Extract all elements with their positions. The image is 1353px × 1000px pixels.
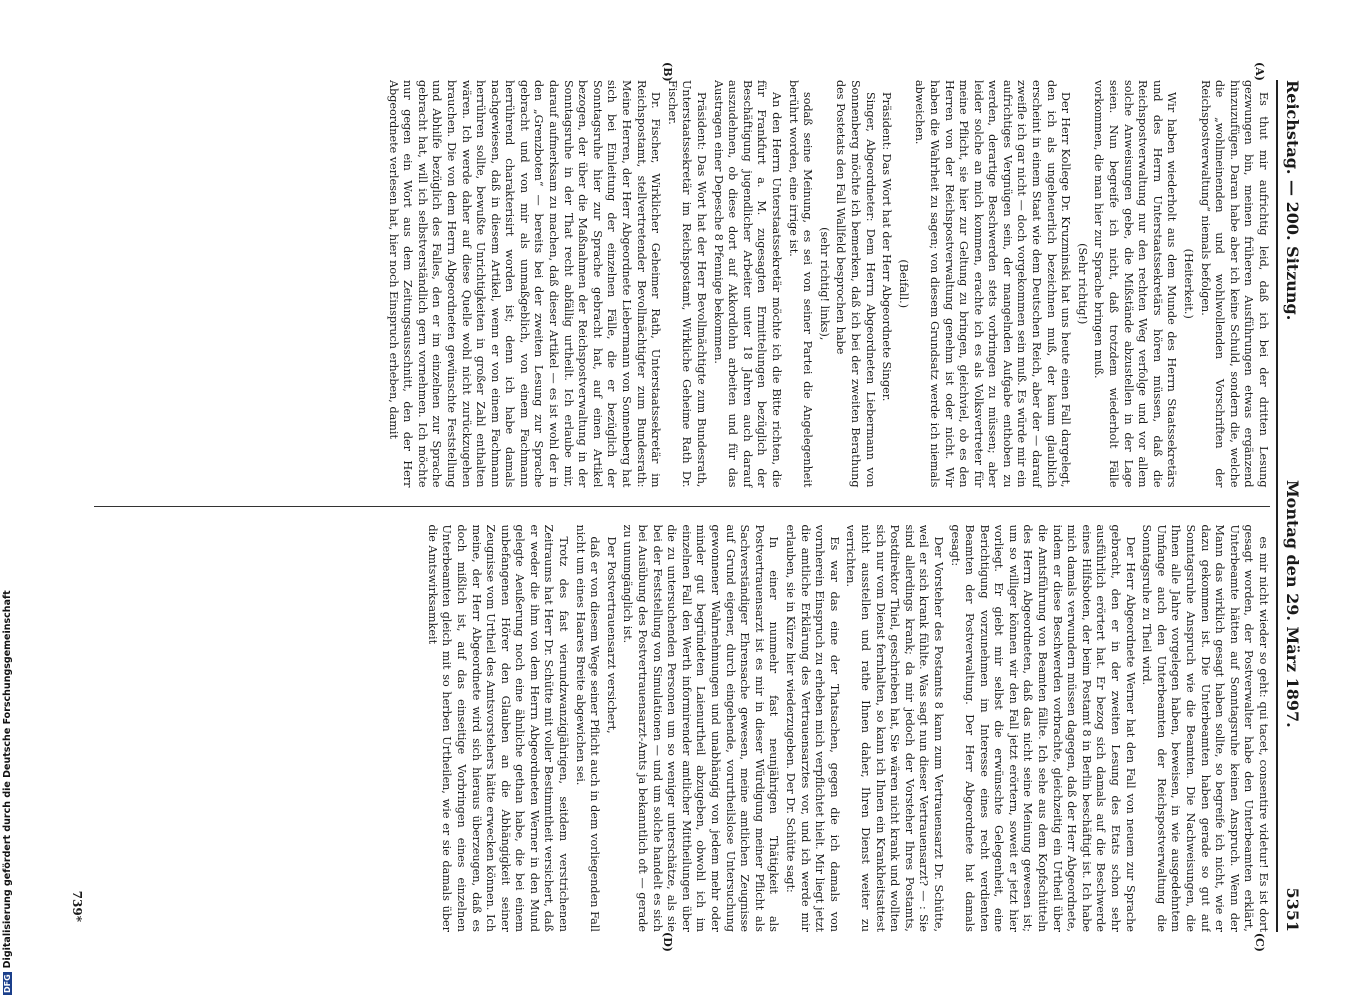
paragraph: Präsident: Das Wort hat der Herr Bevollmächtigte zum Bundesrath, Unterstaatssekretär im Reichspostamt, Wirkliche Geheime Rath Dr. Fischer. (665, 80, 709, 488)
digitization-sidebar (0, 0, 22, 1000)
column-divider (94, 506, 1270, 507)
margin-mark-d: (D) (661, 932, 674, 952)
funding-text: Digitalisierung gefördert durch die Deutsche Forschungsgemeinschaft (2, 590, 13, 969)
paragraph: (Beifall.) (896, 259, 910, 309)
paragraph: daß er von diesem Wege seiner Pflicht auch in dem vorliegenden Fall nicht um eines Haares Breite abgewichen sei. (573, 524, 602, 932)
paragraph: Trotz des fast vierundzwanzigjährigen, seitdem verstrichenen Zeitraums hat Herr Dr. Schütte mit voller Bestimmtheit versichert, daß er weder die ihm von dem Herrn Abgeordneten Werner in den Mund gelegte Aeußerung noch eine ähnliche gethan habe, die bei einem unbefangenen Hörer den Glauben an die Abhängigkeit seiner Zeugnisse vom Urtheil des Amtsvorstehers hätte erwecken können. Ich meine, der Herr Abgeordnete wird sich hieraus überzeugen, daß es doch mißlich ist, auf das einseitige Vorbringen eines einzelnen Unterbeamten gleich mit so herben Urtheilen, wie er sie damals über die Amtswirksamkeit (425, 524, 571, 932)
margin-mark-a: (A) (1253, 62, 1266, 81)
margin-mark-c: (C) (1253, 932, 1266, 952)
column-left (94, 80, 1270, 488)
paragraph: (Heiterkeit.) (1182, 248, 1196, 319)
header-right: Montag den 29. März 1897. (1283, 479, 1303, 728)
paragraph: Der Postvertrauensarzt versichert, (604, 536, 618, 734)
paragraph: Singer, Abgeordneter: Dem Herrn Abgeordneten Liebermann von Sonnenberg möchte ich bemerken, daß ich bei der zweiten Berathung des Postetats den Fall Wallfeld besprochen habe (834, 80, 877, 488)
paragraph: Dr. Fischer, Wirklicher Geheimer Rath, Unterstaatssekretär im Reichspostamt, stellvertretender Bevollmächtigter zum Bundesrath: Meine Herren, der Herr Abgeordnete Liebermann von Sonnenberg hat sich bei Einleitung der einzelnen Fälle, die er bezüglich der Sonntagsruhe hier zur Sprache gebracht hat, auf einen Artikel bezogen, der über die Maßnahmen der Reichspostverwaltung in der Sonntagsruhe in der That recht abfällig urtheilt. Ich erlaube mir, darauf aufmerksam zu machen, daß dieser Artikel — es ist wohl der in den „Grenzboten“ — bereits bei der zweiten Lesung zur Sprache gebracht und von mir als unmaßgeblich, von einem Fachmann herrührend charakterisirt worden ist; denn ich habe damals nachgewiesen, daß in diesem Artikel, wenn er von einem Fachmann herrühren sollte, bewußte Unrichtigkeiten in großer Zahl enthalten wären. Ich werde daher auf diese Quelle wohl nicht zurückzugehen brauchen. Die von dem Herrn Abgeordneten gewünschte Feststellung und Abhilfe bezüglich des Falles, den er im einzelnen zur Sprache gebracht hat, will ich selbstverständlich gern vornehmen. Ich möchte nur gegen ein Wort aus dem Zeitungsausschnitt, den der Herr Abgeordnete verlesen hat, hier noch Einspruch erheben, damit (386, 80, 663, 488)
paragraph: Wir haben wiederholt aus dem Munde des Herrn Staatssekretärs und des Herrn Unterstaatssekretärs hören müssen, daß die Reichspostverwaltung nur den rechten Weg verfolge und vor allem solche Anweisungen gebe, die Mißstände abzustellen in der Lage seien. Nun begreife ich nicht, daß trotzdem wiederholt Fälle vorkommen, die man hier zur Sprache bringen muß. (1092, 80, 1179, 488)
column-right (94, 525, 1270, 933)
paragraph: An den Herrn Unterstaatssekretär möchte ich die Bitte richten, die für Frankfurt a. M. zugesagten Ermittelungen bezüglich der Beschäftigung jugendlicher Arbeiter unter 18 Jahren auch darauf auszudehnen, ob diese dort auf Akkordlohn arbeiten und für das Austragen einer Depesche 8 Pfennige bekommen. (711, 80, 783, 488)
header-rule (1276, 80, 1278, 932)
funding-notice (2, 590, 13, 995)
paragraph: Es thut mir aufrichtig leid, daß ich bei der dritten Lesung gezwungen bin, meinen früheren Ausführungen etwas ergänzend hinzuzufügen. Daran habe aber ich keine Schuld, sondern die, welche die „wohlmeinenden und wohlwollenden Vorschriften der Reichspostverwaltung“ niemals befolgen. (1198, 80, 1270, 488)
header-left: Reichstag. — 200. Sitzung. (1283, 80, 1303, 321)
paragraph: Präsident: Das Wort hat der Herr Abgeordnete Singer. (880, 92, 894, 402)
paragraph: sodaß seine Meinung, es sei von seiner Partei die Angelegenheit berührt worden, eine irrige ist. (786, 80, 815, 488)
paragraph: es mir nicht wieder so geht: qui tacet, consentire videtur! Es ist dort gesagt worden, der Postverwalter habe den Unterbeamten erklärt, Unterbeamte hätten auf Sonntagsruhe keinen Anspruch. Wenn der Mann das wirklich gesagt haben sollte, so begreife ich nicht, wie er dazu gekommen ist. Die Unterbeamten haben gerade so gut auf Sonntagsruhe Anspruch wie die Beamten. Die Nachweisungen, die Ihnen alle Jahre vorgelegen haben, beweisen, in wie ausgedehntem Umfange auch den Unterbeamten der Reichspostverwaltung die Sonntagsruhe zu Theil wird. (1140, 524, 1270, 932)
paragraph: (Sehr richtig!) (1075, 243, 1089, 325)
paragraph: In einer nunmehr fast neunjährigen Thätigkeit als Postvertrauensarzt ist es mir in dieser Würdigung meiner Pflicht als Sachverständiger Ehrensache gewesen, meine amtlichen Zeugnisse auf Grund eigener, durch eingehende, vorurtheilslose Untersuchung gewonnener Wahrnehmungen und unabhängig von jedem mehr oder minder gut begründeten Laienurtheil abzugeben, obwohl ich im einzelnen Fall den Werth informirender amtlicher Mittheilungen über die zu untersuchenden Personen um so weniger unterschätze, als sie bei der Feststellung von Simulationen — und um solche handelt es sich bei Ausübung des Postvertrauensarzt-Amts ja bekanntlich oft — gerade zu unumgänglich ist. (621, 524, 781, 932)
paragraph: Der Vorsteher des Postamts 8 kann zum Vertrauensarzt Dr. Schütte, weil er sich krank fühlte. Was sagt nun dieser Vertrauensarzt? — : Sie sind allerdings krank; da mir jedoch der Vorsteher Ihres Postamts, Postdirektor Thiel, geschrieben hat, Sie wären nicht krank und wollten sich nur vom Dienst fernhalten, so kann ich Ihnen ein Krankheitsattest nicht ausstellen und rathe Ihnen daher, Ihren Dienst weiter zu verrichten. (844, 524, 945, 932)
paragraph: Der Herr Abgeordnete Werner hat den Fall von neuem zur Sprache gebracht, den er in der zweiten Lesung des Etats schon sehr ausführlich erörtert hat. Er bezog sich damals auf die Beschwerde eines Hilfsboten, der beim Postamt 8 in Berlin beschäftigt ist. Ich habe mich damals verwundern müssen dagegen, daß der Herr Abgeordnete, indem er diese Beschwerden vorbrachte, gleichzeitig ein Urtheil über die Amtsführung von Beamten fällte. Ich sehe aus dem Kopfschütteln des Herrn Abgeordneten, daß das nicht seine Meinung gewesen ist; um so williger können wir den Fall jetzt erörtern, soweit er jetzt hier vorliegt. Er giebt mir selbst die erwünschte Gelegenheit, eine Berichtigung vorzunehmen im Interesse eines recht verdienten Beamten der Postverwaltung. Der Herr Abgeordnete hat damals gesagt: (948, 524, 1137, 932)
margin-mark-b: (B) (661, 62, 674, 82)
paragraph: Es war das eine der Thatsachen, gegen die ich damals von vornherein Einspruch zu erheben mich verpflichtet hielt. Mir liegt jetzt die amtliche Erklärung des Vertrauensarztes vor, und ich werde mir erlauben, sie in Kürze hier wiederzugeben. Der Dr. Schütte sagt: (784, 524, 841, 932)
page-header (1280, 80, 1306, 932)
signature-mark: 739* (70, 890, 84, 922)
text-columns (94, 80, 1270, 932)
rotated-page-content (64, 58, 1314, 954)
paragraph: Der Herr Kollege Dr. Kruzminski hat uns heute einen Fall dargelegt, den ich als ungeheuerlich bezeichnen muß, der kaum glaublich erscheint in einem Staat wie dem Deutschen Reich, aber der — darauf zweifle ich gar nicht — doch vorgekommen sein muß. Es würde mir ein aufrichtiges Vergnügen sein, der mangelnden Aufgabe enthoben zu werden, derartige Beschwerden stets vorbringen zu müssen; aber leider solche an mich kommen, erachte ich es als Volksvertreter für meine Pflicht, sie hier zur Geltung zu bringen, gleichviel, ob es den Herren von der Reichspostverwaltung genehm ist oder nicht. Wir haben die Wahrheit zu sagen; von diesem Grundsatz werde ich niemals abweichen. (913, 80, 1073, 488)
paragraph: (sehr richtig! links), (817, 227, 831, 341)
page-number: 5351 (1283, 887, 1303, 932)
dfg-logo: DFG (3, 974, 12, 993)
scanned-page (64, 58, 1314, 954)
